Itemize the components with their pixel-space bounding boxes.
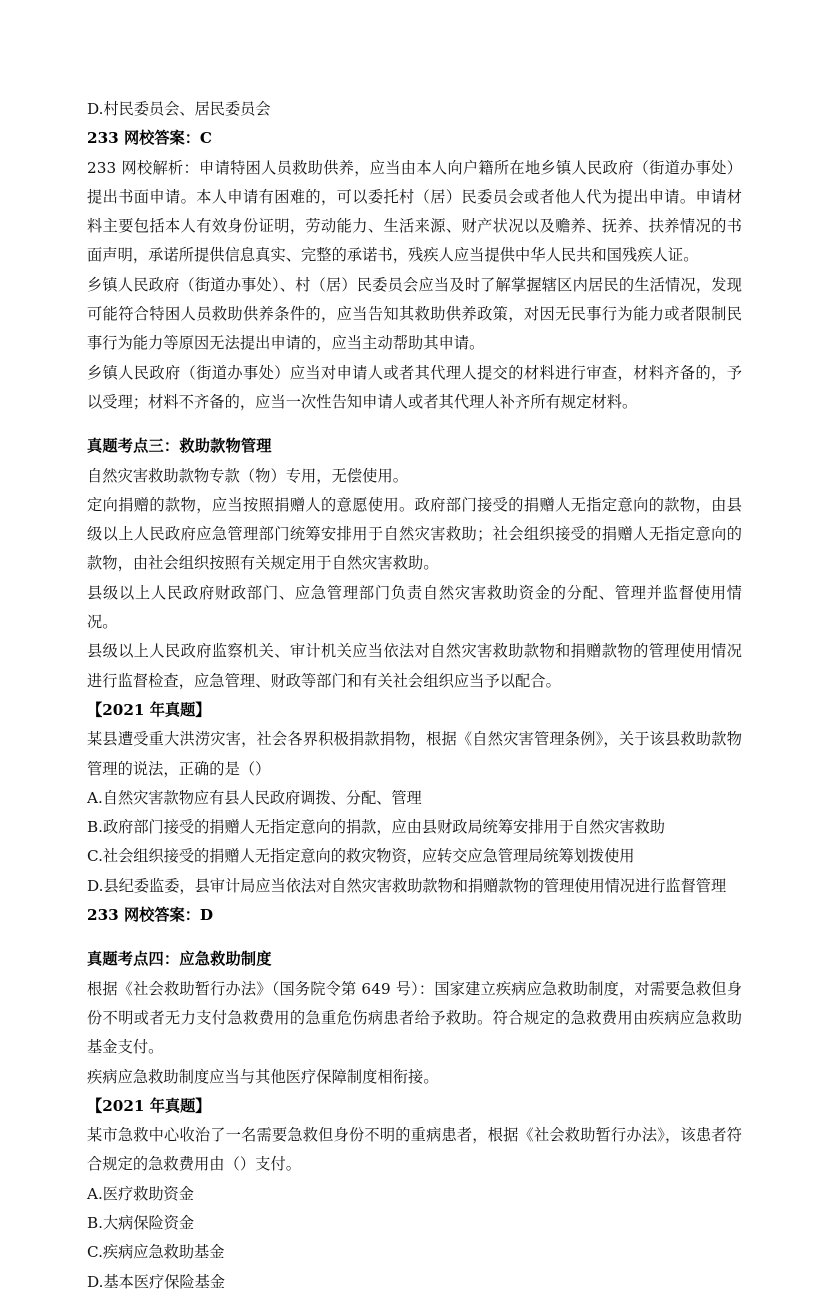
previous-analysis-paragraph-1: 233 网校解析：申请特困人员救助供养，应当由本人向户籍所在地乡镇人民政府（街道办事处）提出书面申请。本人申请有困难的，可以委托村（居）民委员会或者他人代为提出申请。申请材料主要包括本人有效身份证明，劳动能力、生活来源、财产状况以及赡养、抚养、扶养情况的书面声明，承诺所提供信息真实、完整的承诺书，残疾人应当提供中华人民共和国残疾人证。 [87, 158, 742, 265]
section-four-question-stem: 某市急救中心收治了一名需要急救但身份不明的重病患者，根据《社会救助暂行办法》，该患者符合规定的急救费用由（）支付。 [87, 1126, 742, 1174]
previous-answer-line: 233 网校答案：C [87, 129, 213, 148]
section-four-exam-year-tag: 【2021 年真题】 [87, 1096, 211, 1115]
previous-analysis-paragraph-2: 乡镇人民政府（街道办事处）、村（居）民委员会应当及时了解掌握辖区内居民的生活情况，发现可能符合特困人员救助供养条件的，应当告知其救助供养政策，对因无民事行为能力或者限制民事行为能力等原因无法提出申请的，应当主动帮助其申请。 [87, 275, 742, 353]
section-three-paragraph-1: 自然灾害救助款物专款（物）专用，无偿使用。 [87, 466, 409, 485]
section-three-question-stem: 某县遭受重大洪涝灾害，社会各界积极捐款捐物，根据《自然灾害管理条例》，关于该县救助款物管理的说法，正确的是（） [87, 730, 742, 778]
section-three-heading: 真题考点三：救助款物管理 [87, 437, 272, 456]
section-four-heading: 真题考点四：应急救助制度 [87, 950, 272, 969]
section-three-exam-year-tag: 【2021 年真题】 [87, 700, 211, 719]
section-three-paragraph-4: 县级以上人民政府监察机关、审计机关应当依法对自然灾害救助款物和捐赠款物的管理使用情况进行监督检查，应急管理、财政等部门和有关社会组织应当予以配合。 [87, 642, 742, 690]
section-four-option-b: B.大病保险资金 [87, 1213, 195, 1232]
section-three-answer-line: 233 网校答案：D [87, 906, 214, 925]
section-three-paragraph-2: 定向捐赠的款物，应当按照捐赠人的意愿使用。政府部门接受的捐赠人无指定意向的款物，由县级以上人民政府应急管理部门统筹安排用于自然灾害救助；社会组织接受的捐赠人无指定意向的款物，由社会组织按照有关规定用于自然灾害救助。 [87, 495, 742, 573]
section-spacer-one [87, 417, 742, 432]
section-four-option-c: C.疾病应急救助基金 [87, 1243, 225, 1262]
section-four-option-a: A.医疗救助资金 [87, 1184, 194, 1203]
section-three-option-a: A.自然灾害款物应有县人民政府调拨、分配、管理 [87, 788, 422, 807]
section-four-option-d: D.基本医疗保险基金 [87, 1272, 225, 1291]
document-body [87, 95, 742, 1297]
section-three-option-b: B.政府部门接受的捐赠人无指定意向的捐款，应由县财政局统筹安排用于自然灾害救助 [87, 818, 665, 837]
section-three-option-c: C.社会组织接受的捐赠人无指定意向的救灾物资，应转交应急管理局统筹划拨使用 [87, 847, 635, 866]
section-four-paragraph-1: 根据《社会救助暂行办法》（国务院令第 649 号）：国家建立疾病应急救助制度，对需要急救但身份不明或者无力支付急救费用的急重危伤病患者给予救助。符合规定的急救费用由疾病应急救助基金支付。 [87, 979, 742, 1057]
section-four-paragraph-2: 疾病应急救助制度应当与其他医疗保障制度相衔接。 [87, 1067, 439, 1086]
section-spacer-two [87, 930, 742, 945]
section-three-paragraph-3: 县级以上人民政府财政部门、应急管理部门负责自然灾害救助资金的分配、管理并监督使用情况。 [87, 583, 742, 632]
section-three-option-d: D.县纪委监委，县审计局应当依法对自然灾害救助款物和捐赠款物的管理使用情况进行监督管理 [87, 876, 727, 895]
previous-analysis-paragraph-3: 乡镇人民政府（街道办事处）应当对申请人或者其代理人提交的材料进行审查，材料齐备的，予以受理；材料不齐备的，应当一次性告知申请人或者其代理人补齐所有规定材料。 [87, 363, 742, 411]
previous-option-d: D.村民委员会、居民委员会 [87, 100, 271, 118]
